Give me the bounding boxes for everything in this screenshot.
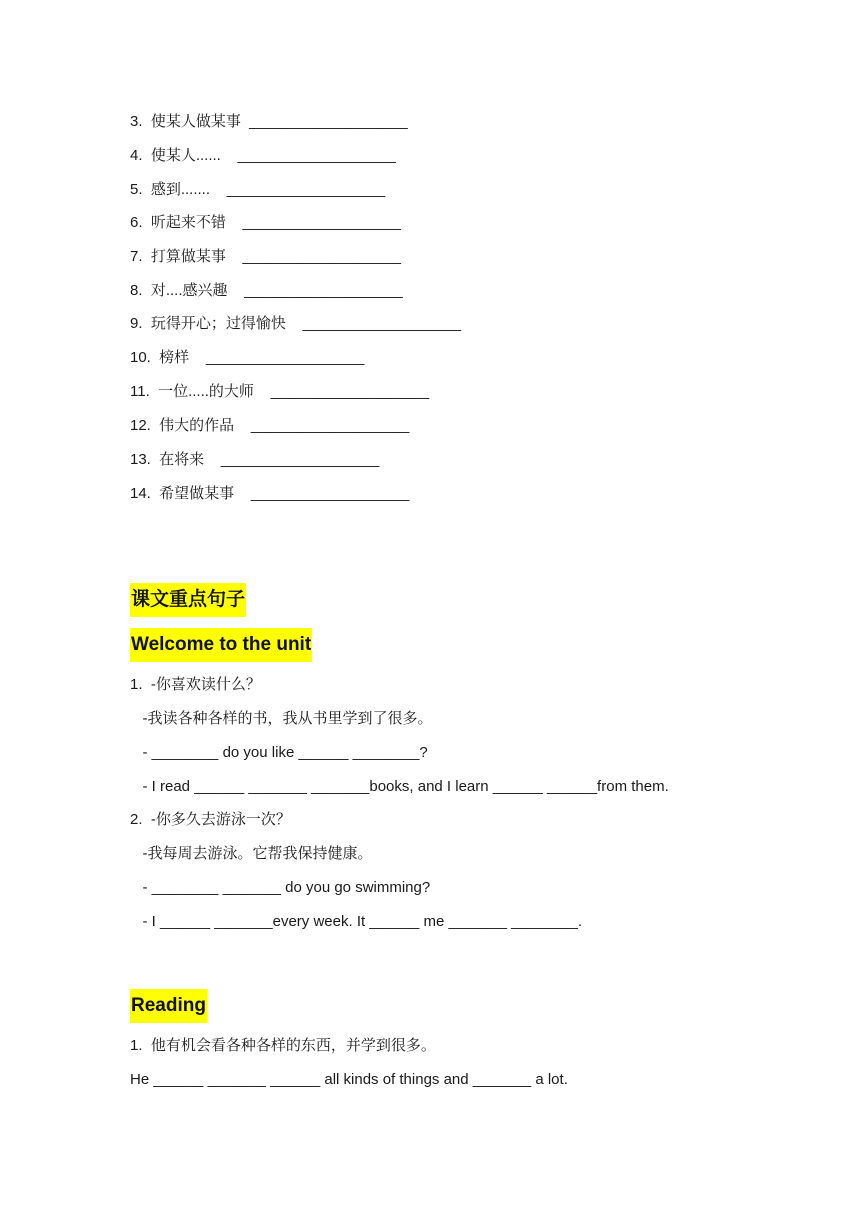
sentence-line: - ________ _______ do you go swimming? [130, 879, 431, 896]
phrase-item: 8. 对....感兴趣 ___________________ [130, 282, 403, 299]
welcome-heading: Welcome to the unit [130, 628, 312, 662]
phrase-item: 11. 一位.....的大师 ___________________ [130, 383, 430, 400]
phrase-item: 12. 伟大的作品 ___________________ [130, 417, 410, 434]
phrase-item: 10. 榜样 ___________________ [130, 349, 365, 366]
phrase-item: 9. 玩得开心；过得愉快 ___________________ [130, 315, 462, 332]
reading-heading: Reading [130, 989, 207, 1023]
phrase-item: 5. 感到....... ___________________ [130, 181, 386, 198]
phrase-item: 14. 希望做某事 ___________________ [130, 485, 410, 502]
sentence-line: -我每周去游泳。它帮我保持健康。 [130, 845, 373, 862]
sentence-line: He ______ _______ ______ all kinds of things and _______ a lot. [130, 1071, 568, 1088]
phrase-item: 7. 打算做某事 ___________________ [130, 248, 402, 265]
phrase-item: 13. 在将来 ___________________ [130, 451, 380, 468]
phrase-item: 3. 使某人做某事 ___________________ [130, 113, 408, 130]
sentence-line: 1. 他有机会看各种各样的东西，并学到很多。 [130, 1037, 436, 1054]
sentence-line: -我读各种各样的书，我从书里学到了很多。 [130, 710, 433, 727]
sentence-line: - ________ do you like ______ ________? [130, 744, 428, 761]
phrase-item: 6. 听起来不错 ___________________ [130, 214, 402, 231]
sentence-line: - I ______ _______every week. It ______ me _______ ________. [130, 913, 583, 930]
sentence-line: - I read ______ _______ _______books, and I learn ______ ______from them. [130, 778, 669, 795]
sentence-line: 2. -你多久去游泳一次？ [130, 811, 291, 828]
section-title: 课文重点句子 [130, 583, 246, 617]
sentence-line: 1. -你喜欢读什么？ [130, 676, 261, 693]
phrase-item: 4. 使某人...... ___________________ [130, 147, 397, 164]
